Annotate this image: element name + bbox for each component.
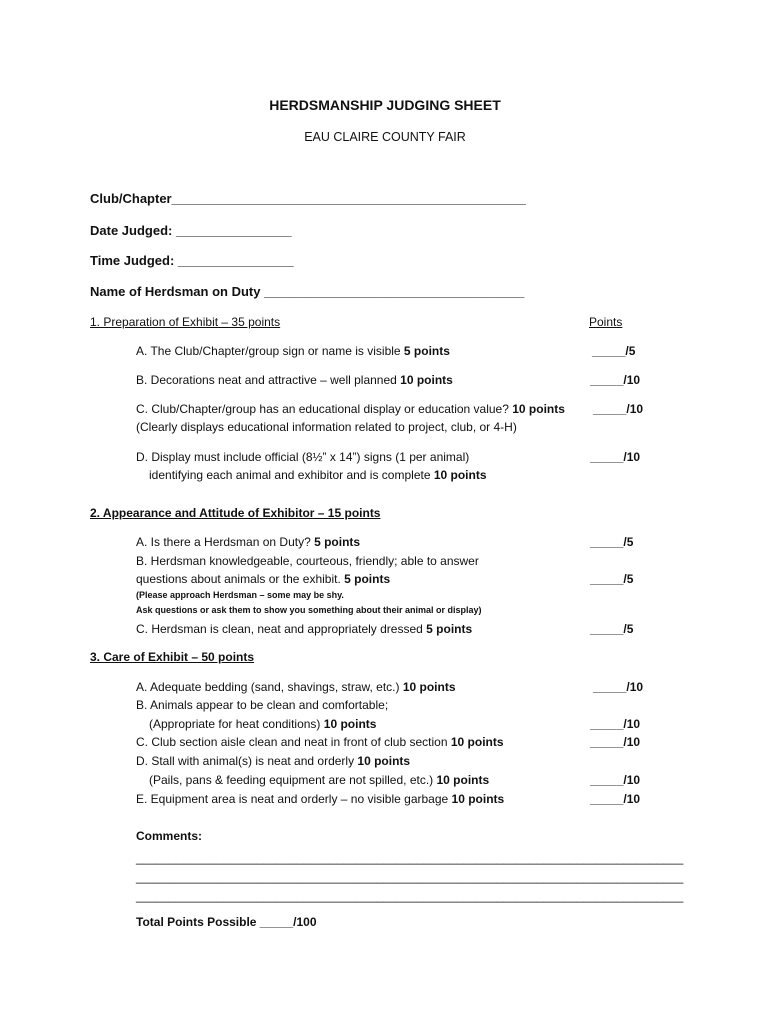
club-chapter-field[interactable]: Club/Chapter_________________________________________________ [90, 191, 526, 206]
item-1c-detail: (Clearly displays educational information related to project, club, or 4-H) [136, 420, 517, 434]
score-1a[interactable]: _____/5 [592, 344, 636, 358]
score-2b[interactable]: _____/5 [590, 572, 634, 586]
score-3a[interactable]: _____/10 [593, 680, 644, 694]
item-1d-detail: identifying each animal and exhibitor and is complete 10 points [149, 468, 487, 482]
note-ask-questions: Ask questions or ask them to show you something about their animal or display) [136, 605, 482, 615]
item-3b-detail: (Appropriate for heat conditions) 10 points [149, 717, 377, 731]
page-subtitle: EAU CLAIRE COUNTY FAIR [304, 130, 466, 144]
section-2-heading: 2. Appearance and Attitude of Exhibitor – 15 points [90, 506, 381, 520]
score-3e[interactable]: _____/10 [590, 792, 641, 806]
item-2b-detail: questions about animals or the exhibit. 5 points [136, 572, 391, 586]
score-1b[interactable]: _____/10 [590, 373, 641, 387]
points-column-header: Points [589, 315, 623, 329]
score-3b[interactable]: _____/10 [590, 717, 641, 731]
comments-line-3[interactable]: __________________________________________________________________________________ [136, 889, 684, 903]
item-3b: B. Animals appear to be clean and comfortable; [136, 698, 389, 712]
comments-label: Comments: [136, 829, 203, 843]
comments-line-1[interactable]: __________________________________________________________________________________ [136, 851, 684, 865]
section-3-heading: 3. Care of Exhibit – 50 points [90, 650, 255, 664]
item-3d-detail: (Pails, pans & feeding equipment are not spilled, etc.) 10 points [149, 773, 490, 787]
date-judged-field[interactable]: Date Judged: ________________ [90, 223, 292, 238]
score-2c[interactable]: _____/5 [590, 622, 634, 636]
item-1d: D. Display must include official (8½” x 14”) signs (1 per animal) [136, 450, 470, 464]
score-1c[interactable]: _____/10 [593, 402, 644, 416]
note-approach-herdsman: (Please approach Herdsman – some may be shy. [136, 590, 344, 600]
item-3a: A. Adequate bedding (sand, shavings, straw, etc.) 10 points [136, 680, 456, 694]
score-3d[interactable]: _____/10 [590, 773, 641, 787]
item-1c: C. Club/Chapter/group has an educational display or education value? 10 points [136, 402, 565, 416]
herdsman-name-field[interactable]: Name of Herdsman on Duty ____________________________________ [90, 284, 525, 299]
time-judged-field[interactable]: Time Judged: ________________ [90, 253, 294, 268]
item-2b: B. Herdsman knowledgeable, courteous, friendly; able to answer [136, 554, 479, 568]
score-2a[interactable]: _____/5 [590, 535, 634, 549]
total-points[interactable]: Total Points Possible _____/100 [136, 915, 317, 929]
page-title: HERDSMANSHIP JUDGING SHEET [269, 97, 501, 113]
comments-line-2[interactable]: __________________________________________________________________________________ [136, 870, 684, 884]
section-1-heading: 1. Preparation of Exhibit – 35 points [90, 315, 281, 329]
item-3e: E. Equipment area is neat and orderly – no visible garbage 10 points [136, 792, 505, 806]
item-1a: A. The Club/Chapter/group sign or name is visible 5 points [136, 344, 450, 358]
item-2c: C. Herdsman is clean, neat and appropriately dressed 5 points [136, 622, 473, 636]
item-2a: A. Is there a Herdsman on Duty? 5 points [136, 535, 361, 549]
score-3c[interactable]: _____/10 [590, 735, 641, 749]
score-1d[interactable]: _____/10 [590, 450, 641, 464]
item-3c: C. Club section aisle clean and neat in front of club section 10 points [136, 735, 504, 749]
item-3d: D. Stall with animal(s) is neat and orderly 10 points [136, 754, 411, 768]
item-1b: B. Decorations neat and attractive – well planned 10 points [136, 373, 453, 387]
